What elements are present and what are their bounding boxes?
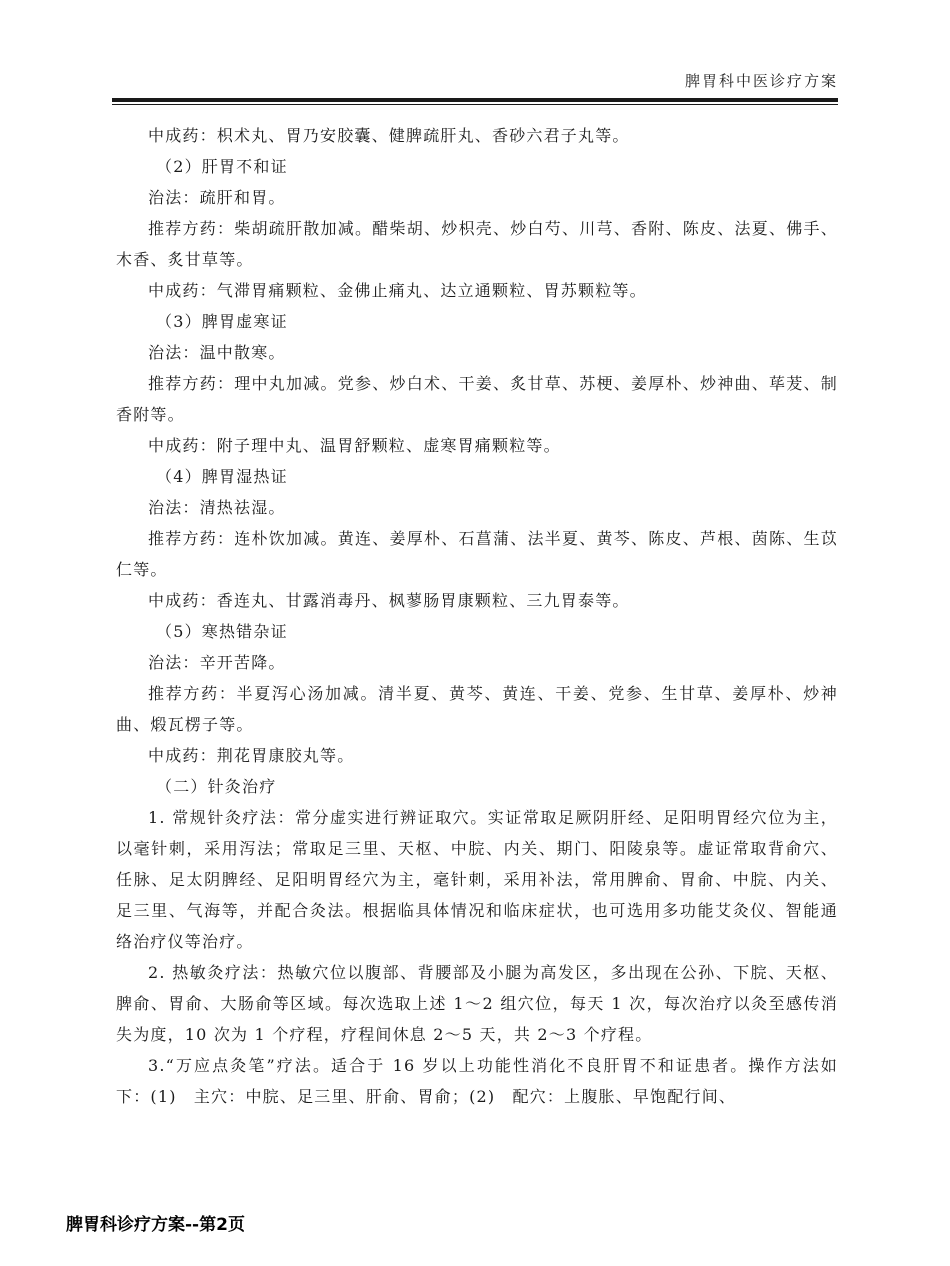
header-rule-thin: [112, 104, 838, 105]
paragraph-4: 推荐方药：柴胡疏肝散加减。醋柴胡、炒枳壳、炒白芍、川芎、香附、陈皮、法夏、佛手、木香、炙甘草等。: [116, 219, 838, 269]
paragraph-15: 治法：辛开苦降。: [148, 653, 286, 672]
paragraph-8: 推荐方药：理中丸加减。党参、炒白术、干姜、炙甘草、苏梗、姜厚朴、炒神曲、荜茇、制香附等。: [116, 374, 838, 424]
subheading-syndrome-3: （3）脾胃虚寒证: [156, 312, 288, 331]
paragraph-17: 中成药：荆花胃康胶丸等。: [148, 746, 355, 765]
paragraph-5: 中成药：气滞胃痛颗粒、金佛止痛丸、达立通颗粒、胃苏颗粒等。: [148, 281, 647, 300]
paragraph-20: 2. 热敏灸疗法：热敏穴位以腹部、背腰部及小腿为高发区，多出现在公孙、下脘、天枢、脾俞、胃俞、大肠俞等区域。每次选取上述 1～2 组穴位，每天 1 次，每次治疗以灸至感传消失为度，10 次为 1 个疗程，疗程间休息 2～5 天，共 2～3 个疗程。: [116, 963, 838, 1044]
paragraph-21: 3.“万应点灸笔”疗法。适合于 16 岁以上功能性消化不良肝胃不和证患者。操作方法如下：(1) 主穴：中脘、足三里、肝俞、胃俞；(2) 配穴：上腹胀、早饱配行间、: [116, 1056, 838, 1106]
page-header-title: 脾胃科中医诊疗方案: [684, 72, 838, 90]
document-body: [116, 120, 838, 1112]
section-heading-acupuncture: （二）针灸治疗: [156, 777, 277, 796]
paragraph-19: 1. 常规针灸疗法：常分虚实进行辨证取穴。实证常取足厥阴肝经、足阳明胃经穴位为主，以毫针刺，采用泻法；常取足三里、天枢、中脘、内关、期门、阳陵泉等。虚证常取背俞穴、任脉、足太阴脾经、足阳明胃经穴为主，毫针刺，采用补法，常用脾俞、胃俞、中脘、内关、足三里、气海等，并配合灸法。根据临具体情况和临床症状，也可选用多功能艾灸仪、智能通络治疗仪等治疗。: [116, 808, 838, 951]
paragraph-16: 推荐方药：半夏泻心汤加减。清半夏、黄芩、黄连、干姜、党参、生甘草、姜厚朴、炒神曲、煅瓦楞子等。: [116, 684, 838, 734]
paragraph-7: 治法：温中散寒。: [148, 343, 286, 362]
subheading-syndrome-2: （2）肝胃不和证: [156, 157, 288, 176]
paragraph-11: 治法：清热祛湿。: [148, 498, 286, 517]
subheading-syndrome-5: （5）寒热错杂证: [156, 622, 288, 641]
subheading-syndrome-4: （4）脾胃湿热证: [156, 467, 288, 486]
page-footer: 脾胃科诊疗方案--第2页: [66, 1215, 245, 1235]
paragraph-1: 中成药：枳术丸、胃乃安胶囊、健脾疏肝丸、香砂六君子丸等。: [148, 126, 630, 145]
paragraph-12: 推荐方药：连朴饮加减。黄连、姜厚朴、石菖蒲、法半夏、黄芩、陈皮、芦根、茵陈、生苡仁等。: [116, 529, 838, 579]
header-rule-thick: [112, 98, 838, 102]
paragraph-3: 治法：疏肝和胃。: [148, 188, 286, 207]
paragraph-9: 中成药：附子理中丸、温胃舒颗粒、虚寒胃痛颗粒等。: [148, 436, 561, 455]
paragraph-13: 中成药：香连丸、甘露消毒丹、枫蓼肠胃康颗粒、三九胃泰等。: [148, 591, 630, 610]
